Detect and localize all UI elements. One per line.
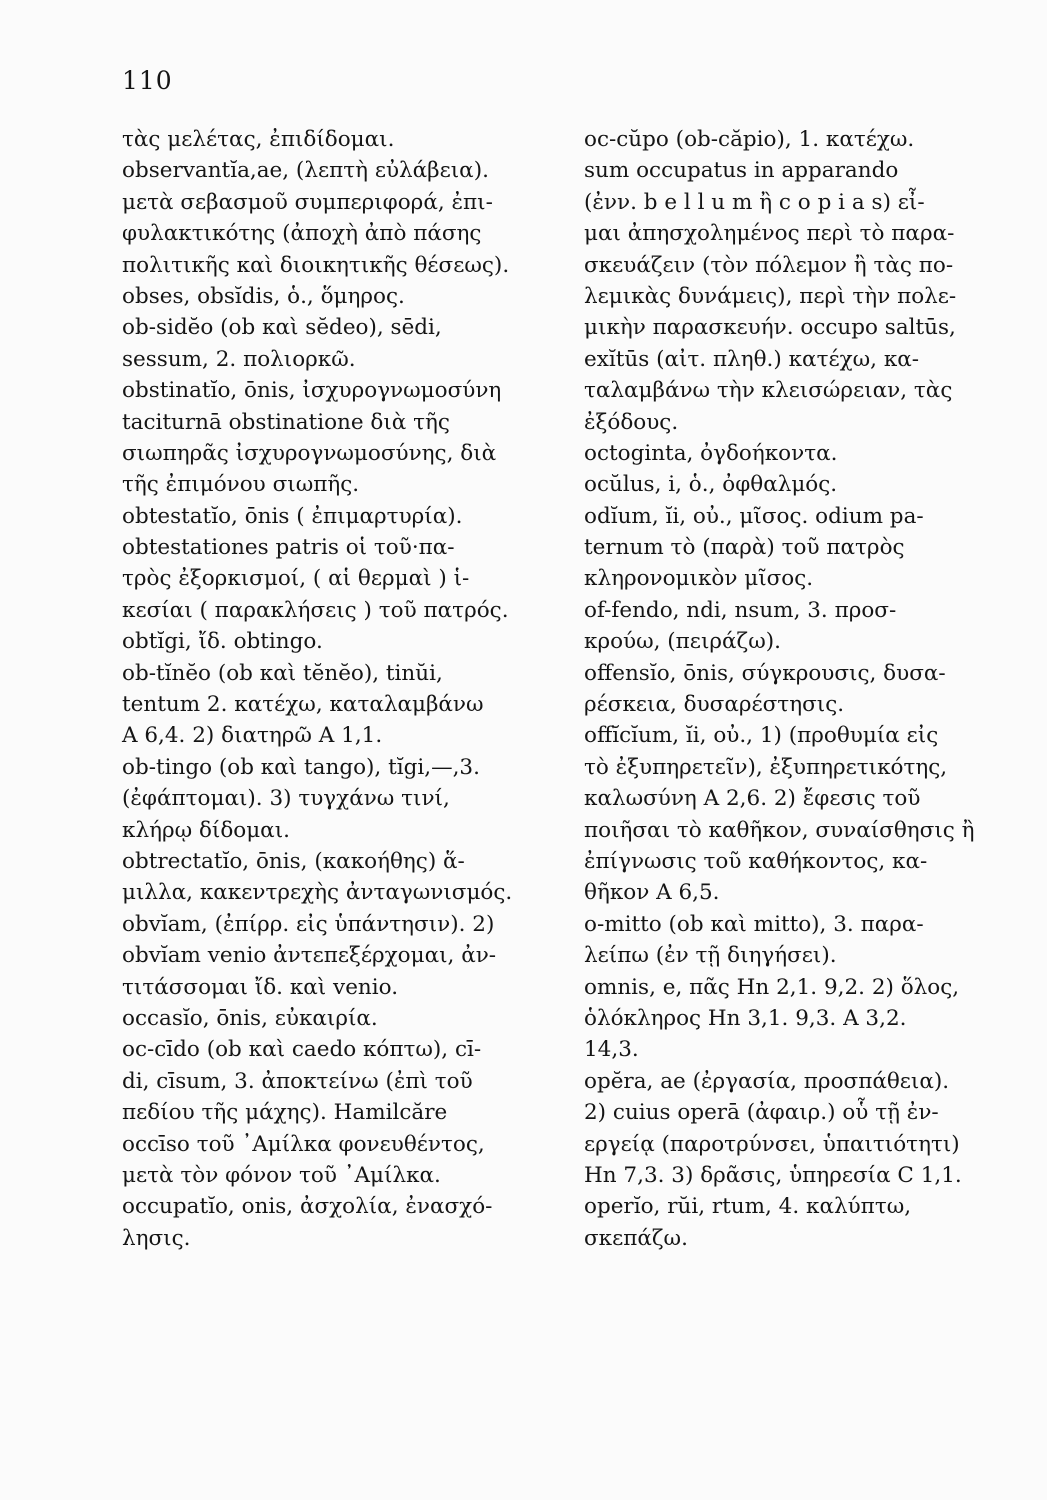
right-line: κρούω, (πειράζω).	[584, 629, 781, 655]
left-line: ob-tĭnĕo (ob καὶ tĕnĕo), tinŭi,	[122, 660, 443, 686]
left-line: taciturnā obstinatione διὰ τῆς	[122, 409, 450, 435]
left-line: obtĭgi, ἴδ. obtingo.	[122, 629, 323, 655]
right-column	[584, 124, 1024, 1254]
left-line: κλήρῳ δίδομαι.	[122, 817, 290, 843]
left-line: μιλλα, κακεντρεχὴς ἀνταγωνισμός.	[122, 880, 513, 906]
right-line: μικὴν παρασκευήν. occupo saltūs,	[584, 315, 956, 341]
left-line: τρὸς ἐξορκισμοί, ( αἱ θερμαὶ ) ἱ-	[122, 566, 470, 592]
right-line: λείπω (ἐν τῇ διηγήσει).	[584, 943, 837, 969]
left-line: tentum 2. κατέχω, καταλαμβάνω	[122, 692, 484, 718]
left-line: obvĭam, (ἐπίρρ. εἰς ὑπάντησιν). 2)	[122, 911, 495, 937]
left-line: μετὰ τὸν φόνον τοῦ ᾿Αμίλκα.	[122, 1162, 441, 1188]
right-line: of-fendo, ndi, nsum, 3. προσ-	[584, 597, 897, 623]
left-line: oc-cīdo (ob καὶ caedo κόπτω), cī-	[122, 1037, 482, 1063]
left-line: κεσίαι ( παρακλήσεις ) τοῦ πατρός.	[122, 597, 509, 623]
right-line: ἐπίγνωσις τοῦ καθήκοντος, κα-	[584, 848, 928, 874]
left-line: πεδίου τῆς μάχης). Hamilcăre	[122, 1100, 448, 1126]
right-line: offensĭo, ōnis, σύγκρουσις, δυσα-	[584, 660, 946, 686]
right-line: ρέσκεια, δυσαρέστησις.	[584, 692, 845, 718]
right-line: (ἐνν. b e l l u m ἢ c o p i a s) εἶ-	[584, 189, 925, 215]
left-line: μετὰ σεβασμοῦ συμπεριφορά, ἐπι-	[122, 189, 493, 215]
left-line: occīso τοῦ ᾿Αμίλκα φονευθέντος,	[122, 1131, 485, 1157]
left-line: occasĭo, ōnis, εὐκαιρία.	[122, 1005, 378, 1031]
right-line: καλωσύνη A 2,6. 2) ἔφεσις τοῦ	[584, 786, 921, 812]
left-line: τιτάσσομαι ἴδ. καὶ venio.	[122, 974, 399, 1000]
right-line: octoginta, ὀγδοήκοντα.	[584, 440, 838, 466]
left-line: τῆς ἐπιμόνου σιωπῆς.	[122, 472, 360, 498]
right-line: λεμικὰς δυνάμεις), περὶ τὴν πολε-	[584, 283, 957, 309]
right-line: ποιῆσαι τὸ καθῆκον, συναίσθησις ἢ	[584, 817, 975, 843]
left-line: τὰς μελέτας, ἐπιδίδομαι.	[122, 127, 395, 152]
left-line: πολιτικῆς καὶ διοικητικῆς θέσεως).	[122, 252, 510, 278]
right-line: odĭum, ĭi, οὐ., μῖσος. odium pa-	[584, 503, 924, 529]
left-line: ob-tingo (ob καὶ tango), tĭgi,—,3.	[122, 754, 480, 780]
right-line: oc-cŭpo (ob-căpio), 1. κατέχω.	[584, 127, 915, 152]
right-line: ταλαμβάνω τὴν κλεισώρειαν, τὰς	[584, 378, 953, 404]
left-line: obtestatĭo, ōnis ( ἐπιμαρτυρία).	[122, 503, 463, 529]
right-line: ἐξόδους.	[584, 409, 679, 435]
right-line: exĭtūs (αἰτ. πληθ.) κατέχω, κα-	[584, 346, 920, 372]
right-line: operĭo, rŭi, rtum, 4. καλύπτω,	[584, 1194, 912, 1220]
left-line: obstinatĭo, ōnis, ἰσχυρογνωμοσύνη	[122, 378, 502, 404]
left-line: obtrectatĭo, ōnis, (κακοήθης) ἅ-	[122, 848, 465, 874]
right-line: sum occupatus in apparando	[584, 158, 899, 184]
right-line: Hn 7,3. 3) δρᾶσις, ὑπηρεσία C 1,1.	[584, 1162, 962, 1188]
right-line: μαι ἀπησχολημένος περὶ τὸ παρα-	[584, 221, 955, 247]
right-line: ὁλόκληρος Hn 3,1. 9,3. A 3,2.	[584, 1005, 907, 1031]
left-line: σιωπηρᾶς ἰσχυρογνωμοσύνης, διὰ	[122, 440, 497, 466]
right-line: o-mitto (ob καὶ mitto), 3. παρα-	[584, 911, 924, 937]
right-line: σκευάζειν (τὸν πόλεμον ἢ τὰς πο-	[584, 252, 954, 278]
right-line: κληρονομικὸν μῖσος.	[584, 566, 814, 592]
left-line: occupatĭo, onis, ἀσχολία, ἐνασχό-	[122, 1194, 493, 1220]
page-number: 110	[122, 66, 173, 95]
left-line: λησις.	[122, 1225, 191, 1251]
left-line: A 6,4. 2) διατηρῶ A 1,1.	[122, 723, 383, 749]
right-line: ternum τὸ (παρὰ) τοῦ πατρὸς	[584, 535, 905, 561]
left-line: φυλακτικότης (ἀποχὴ ἀπὸ πάσης	[122, 221, 482, 247]
right-line: σκεπάζω.	[584, 1225, 688, 1251]
right-line: offĭcĭum, ĭi, οὐ., 1) (προθυμία εἰς	[584, 723, 939, 749]
right-line: opĕra, ae (ἐργασία, προσπάθεια).	[584, 1068, 950, 1094]
left-line: obvĭam venio ἀντεπεξέρχομαι, ἀν-	[122, 943, 497, 969]
right-line: τὸ ἐξυπηρετεῖν), ἐξυπηρετικότης,	[584, 754, 948, 780]
left-line: di, cīsum, 3. ἀποκτείνω (ἐπὶ τοῦ	[122, 1068, 473, 1094]
right-line: 14,3.	[584, 1037, 639, 1063]
right-line: omnis, e, πᾶς Hn 2,1. 9,2. 2) ὅλος,	[584, 974, 960, 1000]
left-line: (ἐφάπτομαι). 3) τυγχάνω τινί,	[122, 786, 450, 812]
left-line: obses, obsĭdis, ὁ., ὅμηρος.	[122, 283, 405, 309]
left-column	[122, 124, 562, 1254]
right-line: θῆκον A 6,5.	[584, 880, 720, 906]
left-line: ob-sidĕo (ob καὶ sĕdeo), sēdi,	[122, 315, 442, 341]
left-line: observantĭa,ae, (λεπτὴ εὐλάβεια).	[122, 158, 489, 184]
right-line: ocŭlus, i, ὁ., ὀφθαλμός.	[584, 472, 838, 498]
left-line: obtestationes patris οἱ τοῦ·πα-	[122, 535, 455, 561]
left-line: sessum, 2. πολιορκῶ.	[122, 346, 356, 372]
right-line: εργείᾳ (παροτρύνσει, ὑπαιτιότητι)	[584, 1131, 960, 1157]
right-line: 2) cuius operā (ἀφαιρ.) οὗ τῇ ἐν-	[584, 1100, 939, 1126]
